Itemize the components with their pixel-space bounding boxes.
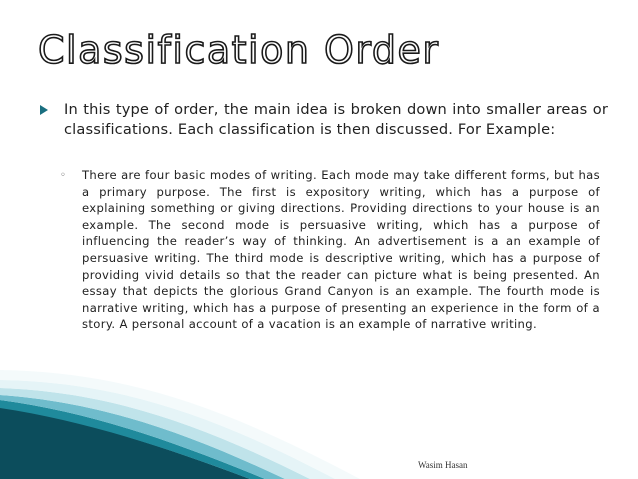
slide-title: Classification Order xyxy=(38,28,440,72)
sub-bullet-text: There are four basic modes of writing. Each mode may take different forms, but has a primary purpose. The first is expository writing, which has a purpose of explaining something or giving directions. Providing directions to your house is an example. The second mode is persuasive writing, which has a purpose of influencing the reader’s way of thinking. An advertisement is a an example of persuasive writing. The third mode is descriptive writing, which has a purpose of providing vivid details so that the reader can picture what is being presented. An essay that depicts the glorious Grand Canyon is an example. The fourth mode is narrative writing, which has a purpose of presenting an experience in the form of a story. A personal account of a vacation is an example of narrative writing. xyxy=(82,168,600,332)
sub-bullet xyxy=(60,167,600,333)
main-bullet xyxy=(40,100,608,140)
footer-author: Wasim Hasan xyxy=(418,460,468,470)
main-bullet-text: In this type of order, the main idea is broken down into smaller areas or classifications. Each classification is then discussed. For Example: xyxy=(64,101,608,138)
circle-bullet-icon: ◦ xyxy=(60,170,66,181)
arrow-right-icon xyxy=(40,105,48,115)
